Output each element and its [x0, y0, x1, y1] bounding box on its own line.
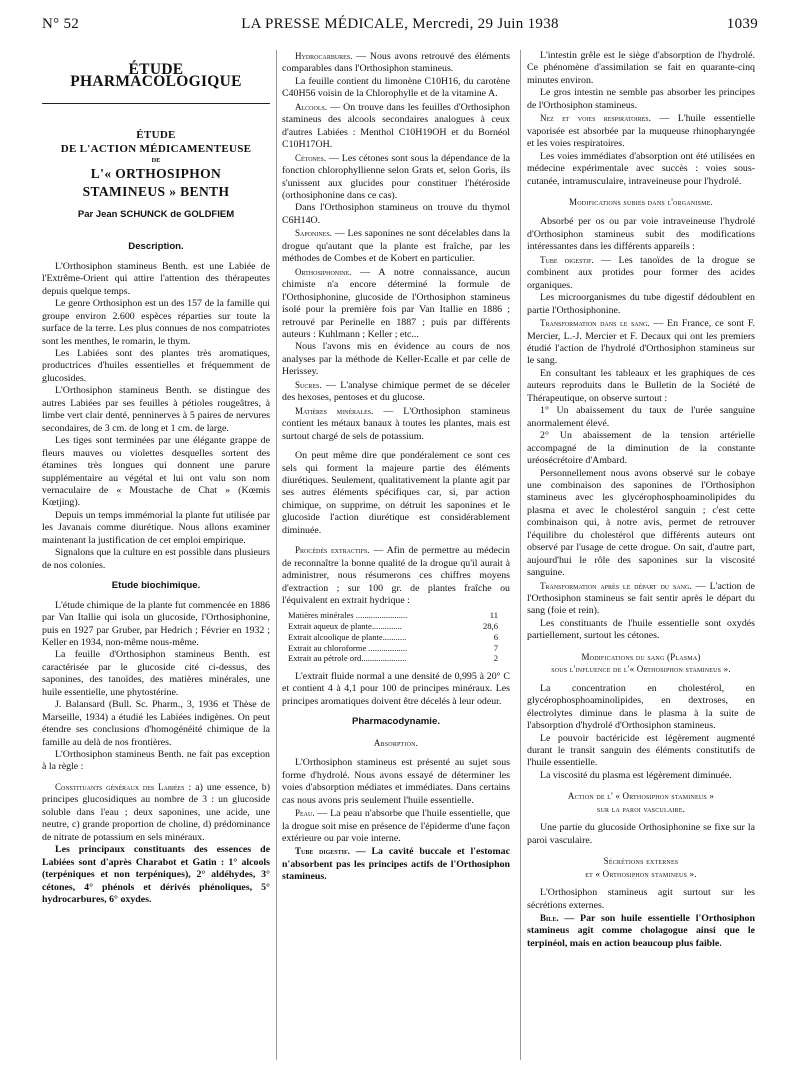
paragraph: On peut même dire que pondéralement ce sont ces sels qui forment la majeure partie des éléments diurétiques. Seulement, qualitativement la plante agit par ses autres éléments spécifiques car, si, par action chimique, on supprime, on détruit les saponines et le glucoside l'action diurétique est considérablement diminuée. — [282, 450, 510, 536]
column-separator — [276, 50, 277, 1060]
paragraph: Les constituants de l'huile essentielle sont oxydés partiellement, surtout les cétones. — [527, 617, 755, 642]
paragraph: Le pouvoir bactéricide est légèrement augmenté durant le transit sanguin des éléments constitutifs de l'huile essentielle. — [527, 732, 755, 769]
run-in-head: Constituants généraux des Labiées — [55, 781, 185, 792]
subheading: Pharmacodynamie. — [352, 716, 440, 728]
subheading-minor: Modifications subies dans l'organisme. — [569, 196, 713, 207]
paragraph: L'Orthosiphon stamineus est présenté au sujet sous forme d'hydrolé. Nous avons essayé de déterminer les voies d'absorption médiates et immédiates. Dans certains cas nous avons pris seulement l'huile essentielle. — [282, 757, 510, 806]
paragraph: Le genre Orthosiphon est un des 157 de la famille qui groupe environ 2.600 espèces réparties sur toute la surface de la terre. Les plus connues de nos compatriotes sont les menthes, le romarin, le thym. — [42, 298, 270, 347]
byline: Par Jean SCHUNCK de GOLDFIEM — [77, 208, 235, 220]
paragraph: L'intestin grêle est le siège d'absorption de l'hydrolé. Ce phénomène d'assimilation se fait en quarante-cinq minutes environ. — [527, 50, 755, 86]
article-title-line: DE L'ACTION MÉDICAMENTEUSE — [60, 142, 252, 155]
paragraph: L'Orthosiphon stamineus Benth. est une Labiée de l'Extrême-Orient qui attire l'attention des thérapeutes depuis quelque temps. — [42, 260, 270, 297]
table-row: Extrait au chloroforme .................. 7 — [288, 642, 498, 653]
paragraph: Les microorganismes du tube digestif dédoublent en partie l'Orthosiphonine. — [527, 292, 755, 316]
paragraph: Dans l'Orthosiphon stamineus on trouve du thymol C6H14O. — [282, 202, 510, 226]
paragraph: Les tiges sont terminées par une élégante grappe de fleurs mauves ou violettes desquelles sortent des étamines très longues qui donnent une parure supplémentaire au végétal et lui ont valu son nom vernaculaire de « Moustache de Chat » (Kœmis Kœtjing). — [42, 435, 270, 509]
run-in-head: Transformation après le départ du sang. — [540, 580, 692, 591]
run-in-head: Tube digestif. — [540, 254, 594, 265]
column-3 — [527, 50, 755, 1070]
paragraph: En consultant les tableaux et les graphiques de ces auteurs reproduits dans le Bulletin de la Société de Thérapeutique, on observe surtout : — [527, 367, 755, 404]
paragraph: L'Orthosiphon stamineus Benth. se distingue des autres Labiées par ses feuilles à pétioles rougeâtres, à limbe vert clair denté, penninerves à 5 paires de nervures secondaires, de 3 cm. de long et 1 cm. de large. — [42, 385, 270, 434]
subheading: Description. — [128, 241, 184, 253]
running-header — [42, 16, 758, 38]
article-title-line: STAMINEUS » BENTH — [82, 183, 230, 199]
article-title-line: L'« ORTHOSIPHON — [90, 165, 222, 181]
paragraph: Nez et voies respiratoires. — L'huile essentielle vaporisée est absorbée par la muqueuse rhinopharyngée et les voies respiratoires. — [527, 113, 755, 150]
table-row: Extrait aqueux de plante.............. 28,6 — [288, 621, 498, 632]
subheading-minor: Action de l' « Orthosiphon stamineus » sur la paroi vasculaire. — [567, 791, 715, 814]
page-number: 1039 — [726, 16, 758, 32]
paragraph: Tube digestif. — Les tanoïdes de la drogue se combinent aux protides pour former des acides organiques. — [527, 254, 755, 291]
run-in-head: Tube digestif. — [295, 846, 350, 857]
run-in-head: Saponines. — [295, 228, 332, 239]
column-2 — [282, 50, 510, 1070]
paragraph: L'extrait fluide normal a une densité de 0,995 à 20° C et contient 4 à 4,1 pour 100 de principes minéraux. Les principes aromatiques doivent être décelés à leur odeur. — [282, 671, 510, 707]
run-in-head: Nez et voies respiratoires. — [540, 113, 651, 124]
article-title-line: DE — [151, 156, 161, 164]
paragraph: Les Labiées sont des plantes très aromatiques, productrices d'huiles essentielles et fréquemment de glucosides. — [42, 347, 270, 384]
paragraph: Saponines. — Les saponines ne sont décelables dans la drogue qu'autant que la plante est fraîche, par les méthodes de Combes et de Kobert en particulier. — [282, 228, 510, 265]
paragraph: Matières minérales. — L'Orthosiphon stamineus contient les métaux banaux à toutes les plantes, mais est surtout chargé de sels de potassium. — [282, 405, 510, 442]
paragraph: Hydrocarbures. — Nous avons retrouvé des éléments comparables dans l'Orthosiphon stamineus. — [282, 51, 510, 75]
extraction-table — [288, 610, 498, 664]
paragraph: La concentration en cholestérol, en glycérophosphoaminolipides, en dextroses, en électrolytes diminue dans le plasma à la suite de l'absorption d'hydrolé d'Orthosiphon stamineus. — [527, 682, 755, 732]
run-in-head: Peau. — [295, 808, 315, 819]
paragraph: Orthosiphonine. — A notre connaissance, aucun chimiste n'a encore déterminé la formule de l'Orthosiphonine, glucoside de l'Orthosiphon stamineus isolé pour la première fois par Van Itallie en 1886 ; retrouvé par Perinelle en 1887 ; puis par différents auteurs : Kuhlmann ; Keller ; etc... — [282, 266, 510, 340]
article-title-line: ÉTUDE — [136, 128, 176, 141]
column-separator — [520, 50, 521, 1060]
issue-number: N° 52 — [42, 16, 80, 32]
heading-rule — [42, 103, 270, 104]
column-1 — [42, 50, 270, 1070]
paragraph: Transformation après le départ du sang. — L'action de l'Orthosiphon stamineus se fait sentir après le départ du sang (foie et rein). — [527, 580, 755, 617]
paragraph: L'étude chimique de la plante fut commencée en 1886 par Van Itallie qui isola un glucoside, l'Orthosiphonine, puis en 1927 par Gruber, par Hedrich ; Février en 1932 ; Keller en 1934, non-même nous-même. — [42, 599, 270, 648]
paragraph: Les principaux constituants des essences de Labiées sont d'après Charabot et Gatin : 1° alcools (terpéniques et non terpéniques), 2° aldéhydes, 3° cétones, 4° phénols et dérivés phénoliques, 5° hydrocarbures, 6° oxydes. — [42, 844, 270, 906]
run-in-head: Transformation dans le sang. — [540, 318, 650, 329]
table-row: Extrait au pétrole ord..................... 2 — [288, 653, 498, 664]
paragraph: Cétones. — Les cétones sont sous la dépendance de la fonction chlorophyllienne selon Grats et, selon Goris, ils s'unissent aux glucides pour constituer l'hétéroside (orthosiphonine dans ce cas). — [282, 152, 510, 201]
run-in-head: Alcools. — [295, 101, 328, 112]
paragraph: 1° Un abaissement du taux de l'urée sanguine anormalement élevé. — [527, 405, 755, 429]
paragraph: La viscosité du plasma est légèrement diminuée. — [540, 769, 732, 781]
table-row: Extrait alcoolique de plante........... 6 — [288, 631, 498, 642]
paragraph: Une partie du glucoside Orthosiphonine se fixe sur la paroi vasculaire. — [527, 822, 755, 846]
section-heading: ÉTUDE PHARMACOLOGIQUE — [70, 61, 242, 91]
run-in-head: Orthosiphonine. — [295, 266, 352, 277]
run-in-head: Bile. — [540, 913, 559, 923]
paragraph: Transformation dans le sang. — En France, ce sont F. Mercier, L.-J. Mercier et F. Decaux qui ont les premiers étudié l'action de l'hydrolé d'Orthosiphon stamineus sur le sang. — [527, 318, 755, 367]
paragraph: Absorbé per os ou par voie intraveineuse l'hydrolé d'Orthosiphon stamineus subit des modifications intéressantes dans les différents appareils : — [527, 216, 755, 253]
paragraph: J. Balansard (Bull. Sc. Pharm., 3, 1936 et Thèse de Marseille, 1934) a étudié les Labiées indigènes. On peut étendre ses conclusions d'homogénéité chimique de la famille au delà de nos frontières. — [42, 699, 270, 748]
paragraph: Bile. — Par son huile essentielle l'Orthosiphon stamineus agit comme cholagogue ainsi que le terpinéol, mais en action beaucoup plus faible. — [527, 913, 755, 949]
paragraph: 2° Un abaissement de la tension artérielle accompagné de la diminution de la constante uréosécrétoire d'Ambard. — [527, 430, 755, 467]
paragraph: La feuille contient du limonène C10H16, du carotène C40H56 voisin de la Chlorophylle et de la vitamine A. — [282, 75, 510, 100]
journal-title-date: LA PRESSE MÉDICALE, Mercredi, 29 Juin 1938 — [241, 16, 559, 32]
subheading: Etude biochimique. — [111, 580, 201, 592]
run-in-head: Sucres. — [295, 379, 322, 390]
subheading-minor: Modifications du sang (Plasma) sous l'influence de l'« Orthosiphon stamineus ». — [551, 651, 731, 675]
run-in-head: Matières minérales. — [295, 405, 374, 416]
paragraph: L'Orthosiphon stamineus agit surtout sur les sécrétions externes. — [527, 887, 755, 911]
paragraph: Sucres. — L'analyse chimique permet de se déceler des hexoses, pentoses et du glucose. — [282, 379, 510, 404]
paragraph: Alcools. — On trouve dans les feuilles d'Orthosiphon stamineus des alcools secondaires analogues à ceux d'autres Labiées : Menthol C10H19OH et du Bornéol C10H17OH. — [282, 101, 510, 151]
paragraph: Peau. — La peau n'absorbe que l'huile essentielle, que la drogue soit mise en présence de l'épiderme d'une façon extérieure ou par voie interne. — [282, 808, 510, 844]
paragraph: Les voies immédiates d'absorption ont été utilisées en médecine expérimentale avec succès : voies sous-cutanée, intramusculaire, intraveineuse pour l'hydrolé. — [527, 150, 755, 187]
run-in-head: Hydrocarbures. — [295, 51, 353, 61]
paragraph: Signalons que la culture en est possible dans plusieurs de nos colonies. — [42, 547, 270, 571]
paragraph: Procédés extractifs. — Afin de permettre au médecin de reconnaître la bonne qualité de la drogue qu'il aurait à administrer, nous résumerons ces chiffres moyens d'extraction ; sur 100 gr. de plantes fraîche ou l'équivalent en extrait hydrique : — [282, 545, 510, 607]
subheading-minor: Absorption. — [373, 737, 419, 748]
paragraph: Constituants généraux des Labiées : a) une essence, b) principes glucosidiques au nombre de 3 : un glucoside soluble dans l'eau ; deux saponines, une acide, une neutre, c) grande proportion de choline, d) prédominance de nitrate de potassium en sels minéraux. — [42, 781, 270, 843]
run-in-head: Procédés extractifs. — [295, 545, 370, 556]
paragraph: Le gros intestin ne semble pas absorber les principes de l'Orthosiphon stamineus. — [527, 87, 755, 111]
paragraph: La feuille d'Orthosiphon stamineus Benth. est caractérisée par le glucoside cité ci-dessus, des saponines, des tanoïdes, des matières minérales, une huile essentielle, une phytostérine. — [42, 649, 270, 698]
table-row: Matières minérales ........................ 11 — [288, 610, 498, 621]
paragraph: Nous l'avons mis en évidence au cours de nos analyses par la méthode de Keller-Ecalle et par celle de Herissey. — [282, 341, 510, 378]
run-in-head: Cétones. — [295, 152, 327, 163]
paragraph: Depuis un temps immémorial la plante fut utilisée par les Javanais comme diurétique. Nous allons examiner maintenant la justification de cet emploi empirique. — [42, 509, 270, 546]
paragraph: Tube digestif. — La cavité buccale et l'estomac n'absorbent pas les principes actifs de l'Orthosiphon stamineus. — [282, 846, 510, 883]
subheading-minor: Sécrétions externes et « Orthosiphon stamineus ». — [585, 856, 697, 879]
paragraph: L'Orthosiphon stamineus Benth. ne fait pas exception à la règle : — [42, 749, 270, 773]
paragraph: Personnellement nous avons observé sur le cobaye une combinaison des saponines de l'Orthosiphon stamineus avec les glycérophosphoaminolipides du plasma et avec le cholestérol sanguin ; c'est cette combinaison qui, à notre avis, permet de retrouver l'équilibre du cholestérol que différents auteurs ont observé par l'usage de cette drogue. On sait, d'autre part, aujourd'hui le rôle des saponines sur la viscosité sanguine. — [527, 467, 755, 579]
